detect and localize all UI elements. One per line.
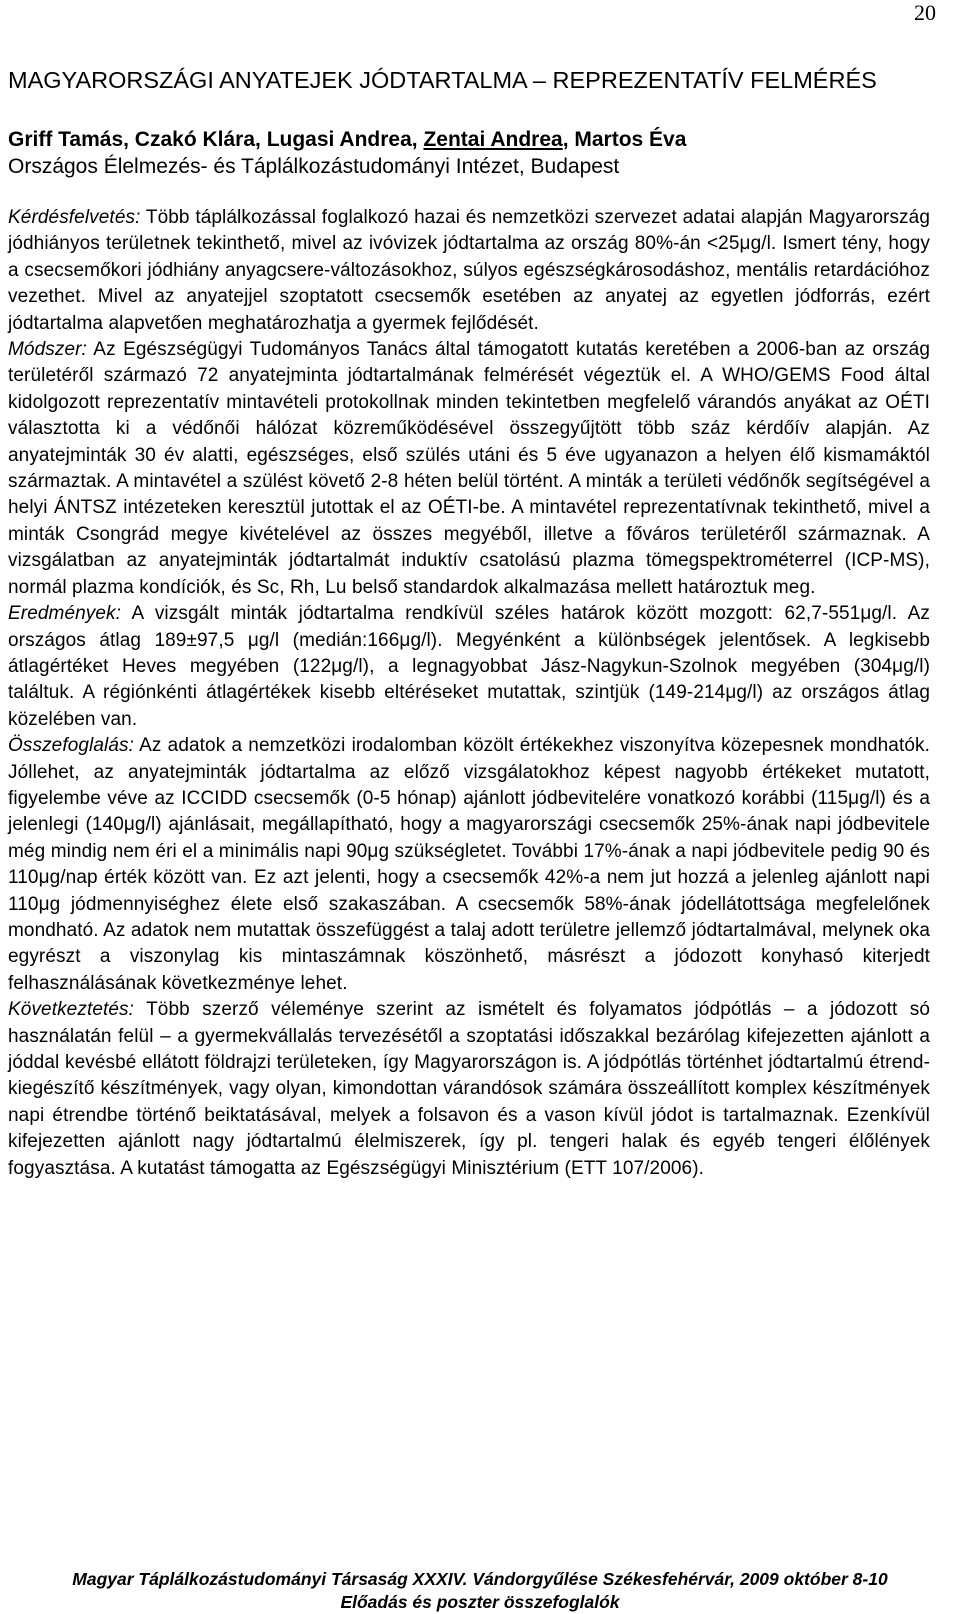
institution: Országos Élelmezés- és Táplálkozástudományi Intézet, Budapest (8, 155, 620, 178)
page-number: 20 (914, 0, 936, 25)
section-text: A vizsgált minták jódtartalma rendkívül széles határok között mozgott: 62,7-551μg/l. Az országos átlag 189±97,5 μg/l (medián:166μg/l). Megyénként a különbségek jelentősek. A legkisebb átlagértéket Heves megyében (122μg/l), a legnagyobbat Jász-Nagykun-Szolnok megyében (304μg/l) találtuk. A régiónkénti átlagértékek kisebb eltéréseket mutattak, szintjük (149-214μg/l) az országos átlag közelében van. (8, 603, 930, 730)
author-list (8, 126, 948, 153)
section-text: Az adatok a nemzetközi irodalomban közölt értékekhez viszonyítva közepesnek mondhatók. Jóllehet, az anyatejminták jódtartalma az előző vizsgálatokhoz képest nagyobb értékeket mutatott, figyelembe véve az ICCIDD csecsemők (0-5 hónap) ajánlott jódbevitelére vonatkozó korábbi (115μg/l) és a jelenlegi (140μg/l) ajánlásait, megállapítható, hogy a magyarországi csecsemők 25%-ának napi jódbevitele még mindig nem éri el a minimális napi 90μg szükségletet. További 17%-ának a napi jódbevitele pedig 90 és 110μg/nap érték között van. Ez azt jelenti, hogy a csecsemők 42%-a nem jut hozzá a jelenleg ajánlott napi 110μg jódmennyiséghez élete első szakaszában. A csecsemők 58%-ának jódellátottsága megfelelőnek mondható. Az adatok nem mutattak összefüggést a talaj adott területre jellemző jódtartalmával, melynek oka egyrészt a viszonylag kis mintaszámnak köszönhető, másrészt a jódozott konyhasó kiterjedt felhasználásának következménye lehet. (8, 735, 930, 994)
section-heading: Módszer: (8, 339, 87, 361)
section-heading: Összefoglalás: (8, 735, 135, 757)
section-heading: Eredmények: (8, 603, 122, 625)
presenting-author: Zentai Andrea (423, 128, 563, 151)
footer-conference: Magyar Táplálkozástudományi Társaság XXXIV. Vándorgyűlése Székesfehérvár, 2009 október 8-10 (72, 1569, 888, 1589)
authors-after: , Martos Éva (562, 128, 687, 151)
section-text: Több szerző véleménye szerint az ismételt és folyamatos jódpótlás – a jódozott só használatán felül – a gyermekvállalás tervezésétől a szoptatási időszakkal bezárólag kifejezetten ajánlott a jóddal kevésbé ellátott földrajzi területeken, így Magyarországon is. A jódpótlás történhet jódtartalmú étrend-kiegészítő készítmények, vagy olyan, kimondottan várandósok számára összeállított komplex készítmények napi étrendbe történő beiktatásával, melyek a folsavon és a vason kívül jódot is tartalmaznak. Ezenkívül kifejezetten ajánlott nagy jódtartalmú élelmiszerek, így pl. tengeri halak és egyéb tengeri élőlények fogyasztása. A kutatást támogatta az Egészségügyi Minisztérium (ETT 107/2006). (8, 999, 930, 1179)
document-title: MAGYARORSZÁGI ANYATEJEK JÓDTARTALMA – REPREZENTATÍV FELMÉRÉS (8, 67, 877, 93)
authors-before: Griff Tamás, Czakó Klára, Lugasi Andrea, (8, 128, 424, 151)
section-conclusion (8, 997, 930, 1182)
section-heading: Kérdésfelvetés: (8, 207, 141, 228)
section-summary (8, 733, 930, 997)
footer-subtitle: Előadás és poszter összefoglalók (340, 1592, 620, 1612)
section-text: Több táplálkozással foglalkozó hazai és nemzetközi szervezet adatai alapján Magyarország jódhiányos területnek tekinthető, mivel az ivóvizek jódtartalma az ország 80%-án <25μg/l. Ismert tény, hogy a csecsemőkori jódhiány anyagcsere-változásokhoz, súlyos egészségkárosodáshoz, mentális retardációhoz vezethet. Mivel az anyatejjel szoptatott csecsemők esetében az anyatej az egyetlen jódforrás, ezért jódtartalma alapvetően meghatározhatja a gyermek fejlődését. (8, 207, 930, 334)
section-heading: Következtetés: (8, 999, 135, 1021)
section-results (8, 601, 930, 733)
section-text: Az Egészségügyi Tudományos Tanács által támogatott kutatás keretében a 2006-ban az ország területéről származó 72 anyatejminta jódtartalmának felmérését végeztük el. A WHO/GEMS Food által kidolgozott reprezentatív mintavételi protokollnak minden tekintetben megfelelő várandós anyákat az OÉTI választotta ki a védőnői hálózat közreműködésével összegyűjtött több száz kérdőív alapján. Az anyatejminták 30 év alatti, egészséges, első szülés utáni és 5 éve ugyanazon a helyen élő kismamáktól származtak. A mintavétel a szülést követő 2-8 héten belül történt. A minták a területi védőnők segítségével a helyi ÁNTSZ intézeteken keresztül jutottak el az OÉTI-be. A mintavétel reprezentatívnak tekinthető, mivel a minták Csongrád megye kivételével az összes megyéből, illetve a főváros területéről származnak. A vizsgálatban az anyatejminták jódtartalmát induktív csatolású plazma tömegspektrométerrel (ICP-MS), normál plazma kondíciók, és Sc, Rh, Lu belső standardok alkalmazása mellett határoztuk meg. (8, 339, 930, 598)
abstract-body (8, 205, 930, 1182)
section-question (8, 205, 930, 337)
section-method (8, 337, 930, 601)
page-footer (0, 1568, 960, 1614)
